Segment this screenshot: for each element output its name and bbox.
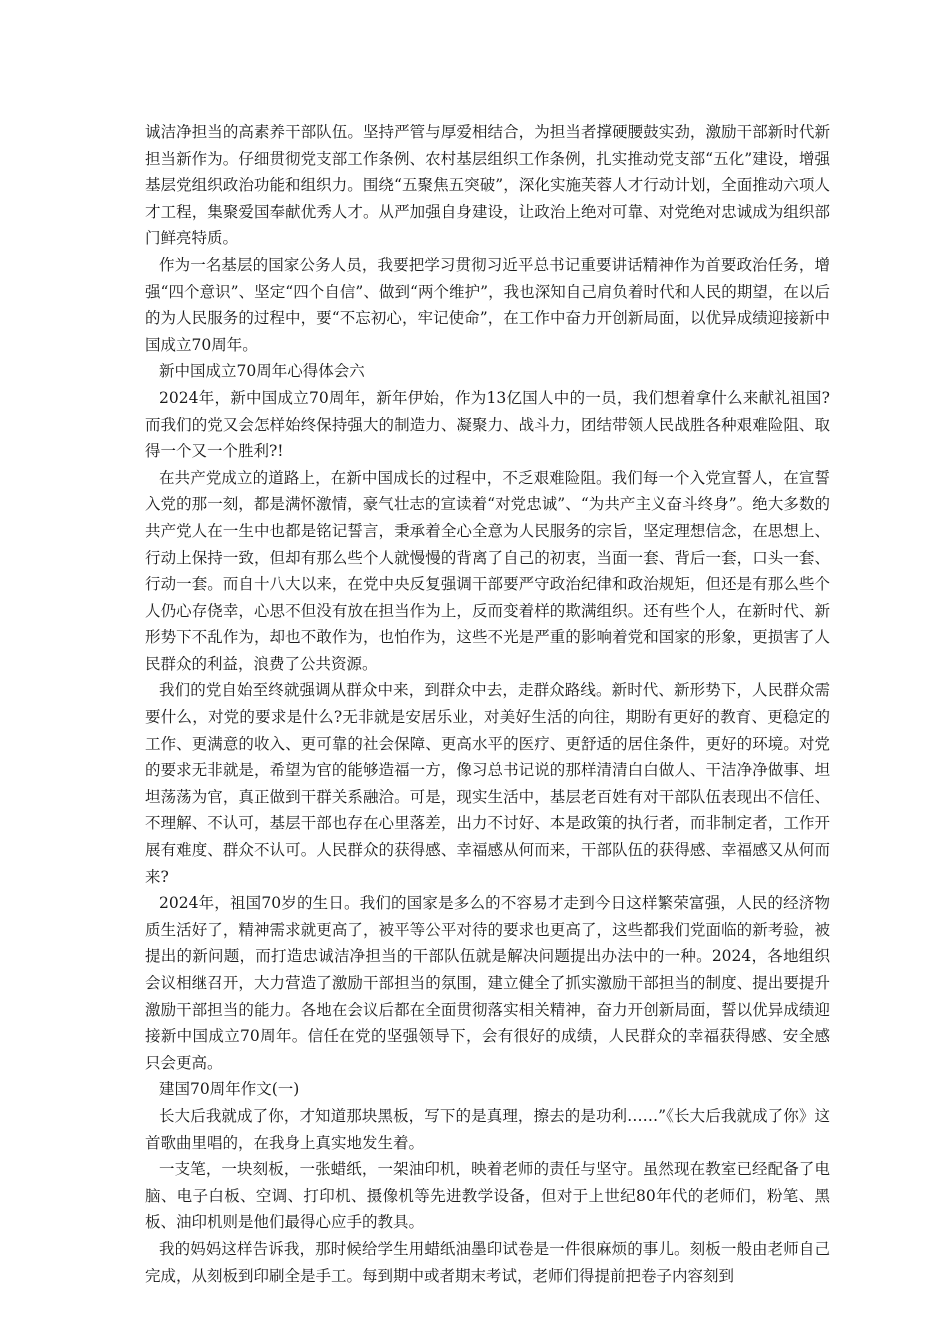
document-body bbox=[145, 119, 830, 1289]
paragraph: 2024年，新中国成立70周年，新年伊始，作为13亿国人中的一员，我们想着拿什么来献礼祖国?而我们的党又会怎样始终保持强大的制造力、凝聚力、战斗力，团结带领人民战胜各种艰难险阻、取得一个又一个胜利?! bbox=[145, 388, 830, 461]
paragraph: 诚洁净担当的高素养干部队伍。坚持严管与厚爱相结合，为担当者撑硬腰鼓实劲，激励干部新时代新担当新作为。仔细贯彻党支部工作条例、农村基层组织工作条例，扎实推动党支部“五化”建设，增强基层党组织政治功能和组织力。围绕“五聚焦五突破”，深化实施芙蓉人才行动计划，全面推动六项人才工程，集聚爱国奉献优秀人才。从严加强自身建设，让政治上绝对可靠、对党绝对忠诚成为组织部门鲜亮特质。 bbox=[145, 123, 830, 248]
paragraph: 在共产党成立的道路上，在新中国成长的过程中，不乏艰难险阻。我们每一个入党宣誓人，在宣誓入党的那一刻，都是满怀激情，豪气壮志的宣读着“对党忠诚”、“为共产主义奋斗终身”。绝大多数的共产党人在一生中也都是铭记誓言，秉承着全心全意为人民服务的宗旨，坚定理想信念，在思想上、行动上保持一致，但却有那么些个人就慢慢的背离了自己的初衷，当面一套、背后一套，口头一套、行动一套。而自十八大以来，在党中央反复强调干部要严守政治纪律和政治规矩，但还是有那么些个人仍心存侥幸，心思不但没有放在担当作为上，反而变着样的欺满组织。还有些个人，在新时代、新形势下不乱作为，却也不敢作为，也怕作为，这些不光是严重的影响着党和国家的形象，更损害了人民群众的利益，浪费了公共资源。 bbox=[145, 468, 830, 673]
paragraph: 作为一名基层的国家公务人员，我要把学习贯彻习近平总书记重要讲话精神作为首要政治任务，增强“四个意识”、坚定“四个自信”、做到“两个维护”，我也深知自己肩负着时代和人民的期望，在以后的为人民服务的过程中，要“不忘初心，牢记使命”，在工作中奋力开创新局面，以优异成绩迎接新中国成立70周年。 bbox=[145, 255, 830, 354]
section-heading: 新中国成立70周年心得体会六 bbox=[159, 362, 365, 381]
paragraph: 长大后我就成了你，才知道那块黑板，写下的是真理，擦去的是功利……”《长大后我就成了你》这首歌曲里唱的，在我身上真实地发生着。 bbox=[145, 1106, 830, 1152]
paragraph: 我的妈妈这样告诉我，那时候给学生用蜡纸油墨印试卷是一件很麻烦的事儿。刻板一般由老师自己完成，从刻板到印刷全是手工。每到期中或者期末考试，老师们得提前把卷子内容刻到 bbox=[145, 1239, 830, 1285]
section-heading: 建国70周年作文(一) bbox=[159, 1080, 300, 1099]
paragraph: 一支笔，一块刻板，一张蜡纸，一架油印机，映着老师的责任与坚守。虽然现在教室已经配备了电脑、电子白板、空调、打印机、摄像机等先进教学设备，但对于上世纪80年代的老师们，粉笔、黑板、油印机则是他们最得心应手的教具。 bbox=[145, 1160, 830, 1232]
paragraph: 我们的党自始至终就强调从群众中来，到群众中去，走群众路线。新时代、新形势下，人民群众需要什么，对党的要求是什么?无非就是安居乐业，对美好生活的向往，期盼有更好的教育、更稳定的工作、更满意的收入、更可靠的社会保障、更高水平的医疗、更舒适的居住条件，更好的环境。对党的要求无非就是，希望为官的能够造福一方，像习总书记说的那样清清白白做人、干洁净净做事、坦坦荡荡为官，真正做到干群关系融洽。可是，现实生活中，基层老百姓有对干部队伍表现出不信任、不理解、不认可，基层干部也存在心里落差，出力不讨好、本是政策的执行者，而非制定者，工作开展有难度、群众不认可。人民群众的获得感、幸福感从何而来，干部队伍的获得感、幸福感又从何而来? bbox=[145, 681, 830, 886]
paragraph: 2024年，祖国70岁的生日。我们的国家是多么的不容易才走到今日这样繁荣富强，人民的经济物质生活好了，精神需求就更高了，被平等公平对待的要求也更高了，这些都我们党面临的新考验，被提出的新问题，而打造忠诚洁净担当的干部队伍就是解决问题提出办法中的一种。2024，各地组织会议相继召开，大力营造了激励干部担当的氛围，建立健全了抓实激励干部担当的制度、提出要提升激励干部担当的能力。各地在会议后都在全面贯彻落实相关精神，奋力开创新局面，誓以优异成绩迎接新中国成立70周年。信任在党的坚强领导下，会有很好的成绩，人民群众的幸福获得感、安全感只会更高。 bbox=[145, 894, 830, 1072]
